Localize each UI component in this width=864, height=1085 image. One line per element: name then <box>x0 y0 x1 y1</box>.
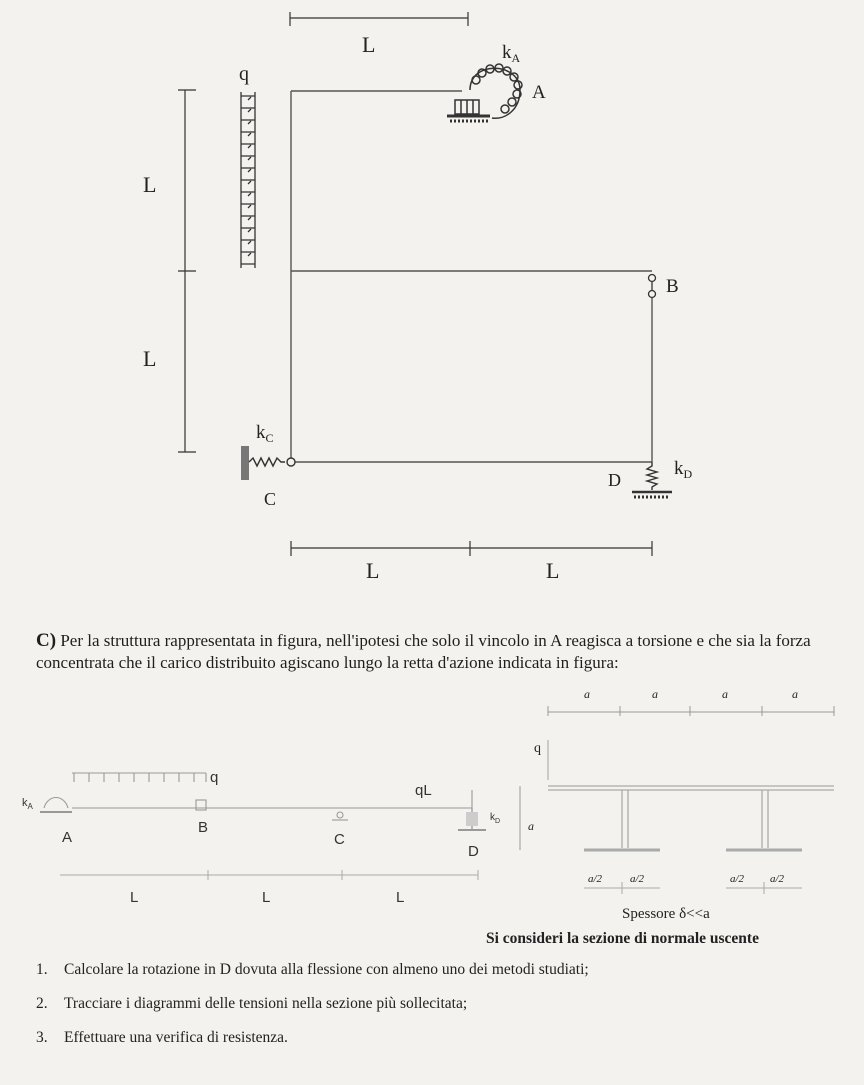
left-dimension <box>178 90 196 452</box>
spring-d <box>632 462 672 497</box>
left-dim-upper-label: L <box>143 172 157 197</box>
question-item <box>36 960 856 980</box>
beam-b-label: B <box>198 819 209 836</box>
rotational-spring-a <box>470 64 522 118</box>
question-text: Calcolare la rotazione in D dovuta alla flessione con almeno uno dei metodi studiati; <box>64 961 589 978</box>
question-text: Tracciare i diagrammi delle tensioni nella sezione più sollecitata; <box>64 995 468 1012</box>
beam-kd-label: $k_D$ <box>490 812 501 825</box>
node-c-label: C <box>264 489 277 509</box>
question-item <box>36 1028 856 1048</box>
section-bot3-label: a/2 <box>730 873 745 885</box>
bottom-dim-left-label: L <box>366 558 380 583</box>
beam-support-c <box>332 812 348 820</box>
beam-c-label: C <box>334 831 345 848</box>
section-marker: C) <box>36 630 57 651</box>
beam-spring-d <box>458 808 486 830</box>
question-text: Effettuare una verifica di resistenza. <box>64 1029 288 1046</box>
bottom-dimension <box>291 541 652 556</box>
question-number: 1. <box>36 961 48 978</box>
left-dim-lower-label: L <box>143 346 157 371</box>
normal-note: Si consideri la sezione di normale uscente <box>486 930 759 947</box>
support-a <box>447 100 490 121</box>
beam-dim3-label: L <box>396 889 405 906</box>
beam-dimension <box>60 870 478 880</box>
section-bot1-label: a/2 <box>588 873 603 885</box>
question-list <box>36 960 856 1062</box>
section-bot2-label: a/2 <box>630 873 645 885</box>
intro-paragraph <box>36 630 836 674</box>
section-q-label: q <box>534 741 541 756</box>
distributed-load-q <box>241 92 255 268</box>
beam-ql-label: qL <box>415 782 432 799</box>
kc-label: $k_C$ <box>256 422 274 445</box>
beam-support-a <box>40 798 72 813</box>
q-label: q <box>239 63 249 85</box>
top-dim-label: L <box>362 32 376 57</box>
intro-text: Per la struttura rappresentata in figura, nell'ipotesi che solo il vincolo in A reagisca a torsione e che sia la forza concentrata che il carico distribuito agiscano lungo la retta d'azione indicata in figura: <box>36 631 811 672</box>
node-b-label: B <box>666 276 679 297</box>
node-d-label: D <box>608 470 621 490</box>
beam-ka-label: $k_A$ <box>22 797 33 811</box>
frame-members <box>291 91 652 462</box>
beam-dim2-label: L <box>262 889 271 906</box>
section-bot4-label: a/2 <box>770 873 785 885</box>
section-side-a-label: a <box>528 819 534 833</box>
beam-d-label: D <box>468 843 479 860</box>
beam-q-label: q <box>210 769 219 786</box>
top-dimension <box>290 12 468 26</box>
section-a2-label: a <box>652 687 658 701</box>
ka-label: $k_A$ <box>502 42 521 65</box>
section-a4-label: a <box>792 687 798 701</box>
question-number: 2. <box>36 995 48 1012</box>
spring-c <box>241 446 295 480</box>
beam-dim1-label: L <box>130 889 139 906</box>
beam-distributed-load <box>72 773 206 782</box>
hinge-b <box>649 275 656 298</box>
section-a3-label: a <box>722 687 728 701</box>
thickness-note: Spessore δ<<a <box>622 906 710 922</box>
bottom-dim-right-label: L <box>546 558 560 583</box>
question-number: 3. <box>36 1029 48 1046</box>
beam-a-label: A <box>62 829 73 846</box>
section-profile <box>548 786 834 850</box>
section-a1-label: a <box>584 687 590 701</box>
section-top-dimension <box>548 706 834 716</box>
node-a-label: A <box>532 82 546 103</box>
kd-label: $k_D$ <box>674 458 693 481</box>
question-item <box>36 994 856 1014</box>
